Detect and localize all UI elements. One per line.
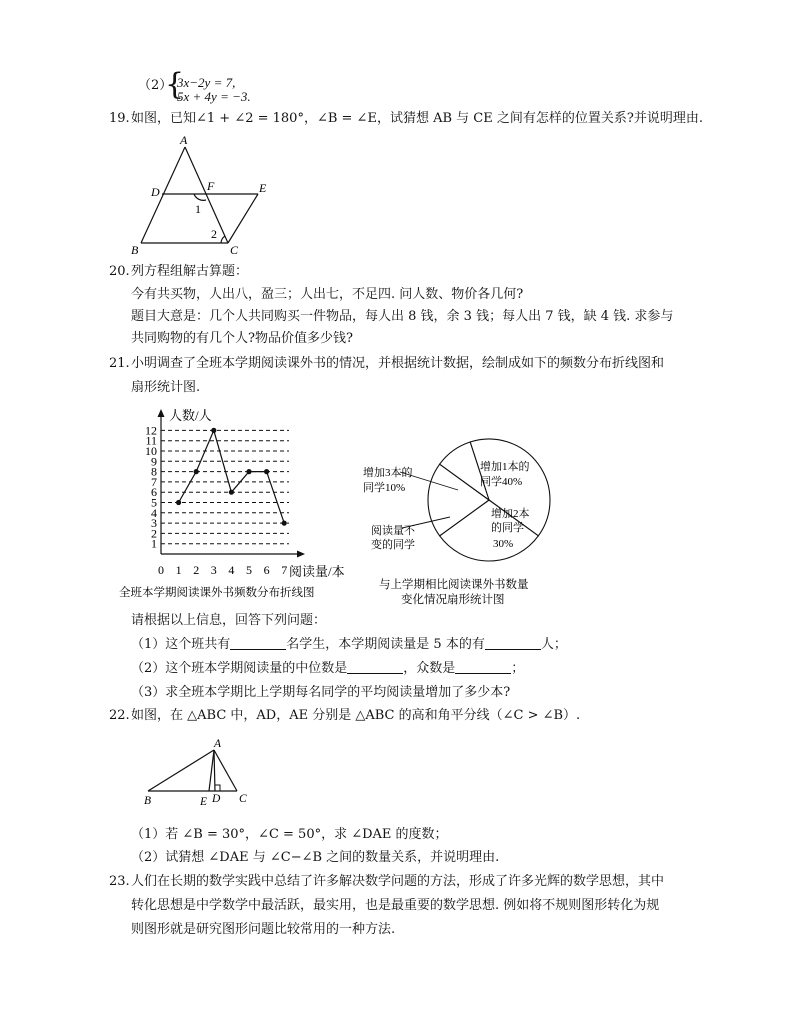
y-tick-label: 10 [145,444,157,458]
q23-line-3: 则图形就是研究图形问题比较常用的一种方法. [131,922,396,937]
q20-line-2: 题目大意是：几个人共同购买一件物品，每人出 8 钱，余 3 钱；每人出 7 钱，缺 4 钱. 求参与 [131,309,674,324]
q22-label-D: D [212,793,221,805]
y-tick-label: 9 [151,454,157,469]
frequency-line-chart [113,403,353,605]
q22-label-C: C [239,793,247,805]
q20-line-1: 今有共买物，人出八，盈三；人出七，不足四. 问人数、物价各几何? [131,287,524,302]
q22-label-A: A [214,738,222,750]
q23-line-1: 人们在长期的数学实践中总结了许多解决数学问题的方法，形成了许多光辉的数学思想，其中 [131,874,665,889]
pie-title-line1: 与上学期相比阅读课外书数量 [379,579,529,591]
answer-blank[interactable] [485,636,541,650]
x-tick-label: 3 [210,563,217,577]
y-tick-label: 5 [151,495,157,510]
q19-label-F: F [207,179,215,193]
slice-label-up3-line2: 同学10% [363,482,406,494]
y-tick-label: 8 [151,464,157,479]
q21-sub2-c: ； [511,661,525,676]
q18-equation-1: 3x−2y = 7, [177,75,236,90]
x-tick-label: 1 [175,563,182,577]
q19-number: 19. [109,111,130,126]
q21-prompt: 请根据以上信息，回答下列问题： [131,613,327,628]
q21-line-2: 扇形统计图. [131,380,201,395]
slice-label-same-line2: 变的同学 [371,539,415,551]
data-point [194,469,199,474]
x-axis-arrow-icon [297,551,305,558]
q21-sub2-a: （2）这个班本学期阅读量的中位数是 [131,661,348,676]
q19-label-D: D [151,185,160,199]
x-tick-label: 7 [281,563,288,577]
y-tick-label: 3 [151,516,157,531]
answer-blank[interactable] [455,660,511,674]
y-axis-arrow-icon [158,409,165,417]
slice-label-up3-line1: 增加3本的 [363,467,413,479]
q21-sub2-b: ，众数是 [403,661,456,676]
data-point [246,469,251,474]
q20-number: 20. [109,264,130,279]
x-axis-label: 阅读量/本 [289,564,345,579]
data-point [282,521,287,526]
x-tick-label: 4 [228,563,235,577]
slice-label-up1-line2: 同学40% [480,476,523,488]
answer-blank[interactable] [347,660,403,674]
q21-sub2 [131,660,524,678]
slice-label-up2-line2: 的同学 [491,522,524,534]
x-tick-label: 5 [246,563,252,577]
y-tick-label: 6 [151,485,157,500]
answer-blank[interactable] [230,636,286,650]
q21-number: 21. [109,356,130,371]
y-tick-label: 7 [151,474,157,489]
y-tick-label: 12 [145,423,157,438]
line-chart-title: 全班本学期阅读课外书频数分布折线图 [119,587,315,599]
slice-label-same-line1: 阅读量不 [371,525,415,537]
q21-line-1: 小明调查了全班本学期阅读课外书的情况，并根据统计数据，绘制成如下的频数分布折线图和 [131,356,665,371]
q19-figure [125,132,275,258]
y-tick-label: 4 [151,505,157,520]
pie-title-line2: 变化情况扇形统计图 [401,594,505,606]
q22-sub1: （1）若 ∠B = 30°，∠C = 50°，求 ∠DAE 的度数； [131,827,448,842]
series-line [179,430,285,523]
y-tick-label: 11 [145,433,157,448]
q18-equation-system [165,67,285,104]
y-tick-label: 1 [151,536,157,551]
slice-label-up2-line1: 增加2本 [491,508,530,520]
slice-label-up2-line3: 30% [493,538,514,550]
q19-label-1: 1 [195,202,201,216]
q22-label-E: E [200,796,208,807]
q23-line-2: 转化思想是中学数学中最活跃，最实用，也是最重要的数学思想. 例如将不规则图形转化为规 [131,898,660,913]
data-point [264,469,269,474]
q22-number: 22. [109,708,130,723]
q22-label-B: B [144,795,152,807]
y-tick-label: 2 [151,526,157,541]
data-point [176,500,181,505]
q23-number: 23. [109,874,130,889]
x-tick-label: 2 [193,563,200,577]
q19-text: 如图，已知∠1 + ∠2 = 180°，∠B = ∠E，试猜想 AB 与 CE 之间有怎样的位置关系?并说明理由. [131,111,703,126]
brace-icon: { [165,67,185,102]
q19-label-2: 2 [211,227,217,241]
pie-chart [355,420,565,610]
q21-sub3: （3）求全班本学期比上学期每名同学的平均阅读量增加了多少本? [131,685,511,700]
q20-title: 列方程组解古算题： [131,264,249,279]
q22-text: 如图，在 △ABC 中，AD，AE 分别是 △ABC 的高和角平分线（∠C > ∠B）. [131,708,581,723]
q21-sub1-a: （1）这个班共有 [131,637,231,652]
q18-equation-2: 5x + 4y = −3. [177,89,251,104]
data-point [229,490,234,495]
q22-sub2: （2）试猜想 ∠DAE 与 ∠C−∠B 之间的数量关系，并说明理由. [131,850,500,865]
q19-label-C: C [230,243,239,257]
slice-label-up1-line1: 增加1本的 [480,461,530,473]
x-tick-label: 0 [158,563,164,577]
q20-line-3: 共同购物的有几个人?物品价值多少钱? [131,331,353,346]
q21-sub1-b: 名学生，本学期阅读量是 5 本的有 [286,637,485,652]
q18-part-label: （2） [138,78,173,93]
q22-figure [138,735,258,807]
q19-label-A: A [180,133,188,147]
q19-label-E: E [259,181,267,195]
q21-sub1-c: 人； [540,637,567,652]
q21-sub1 [131,636,567,654]
x-tick-label: 6 [263,563,270,577]
q19-label-B: B [131,243,139,257]
y-axis-label: 人数/人 [169,408,212,423]
data-point [211,428,216,433]
